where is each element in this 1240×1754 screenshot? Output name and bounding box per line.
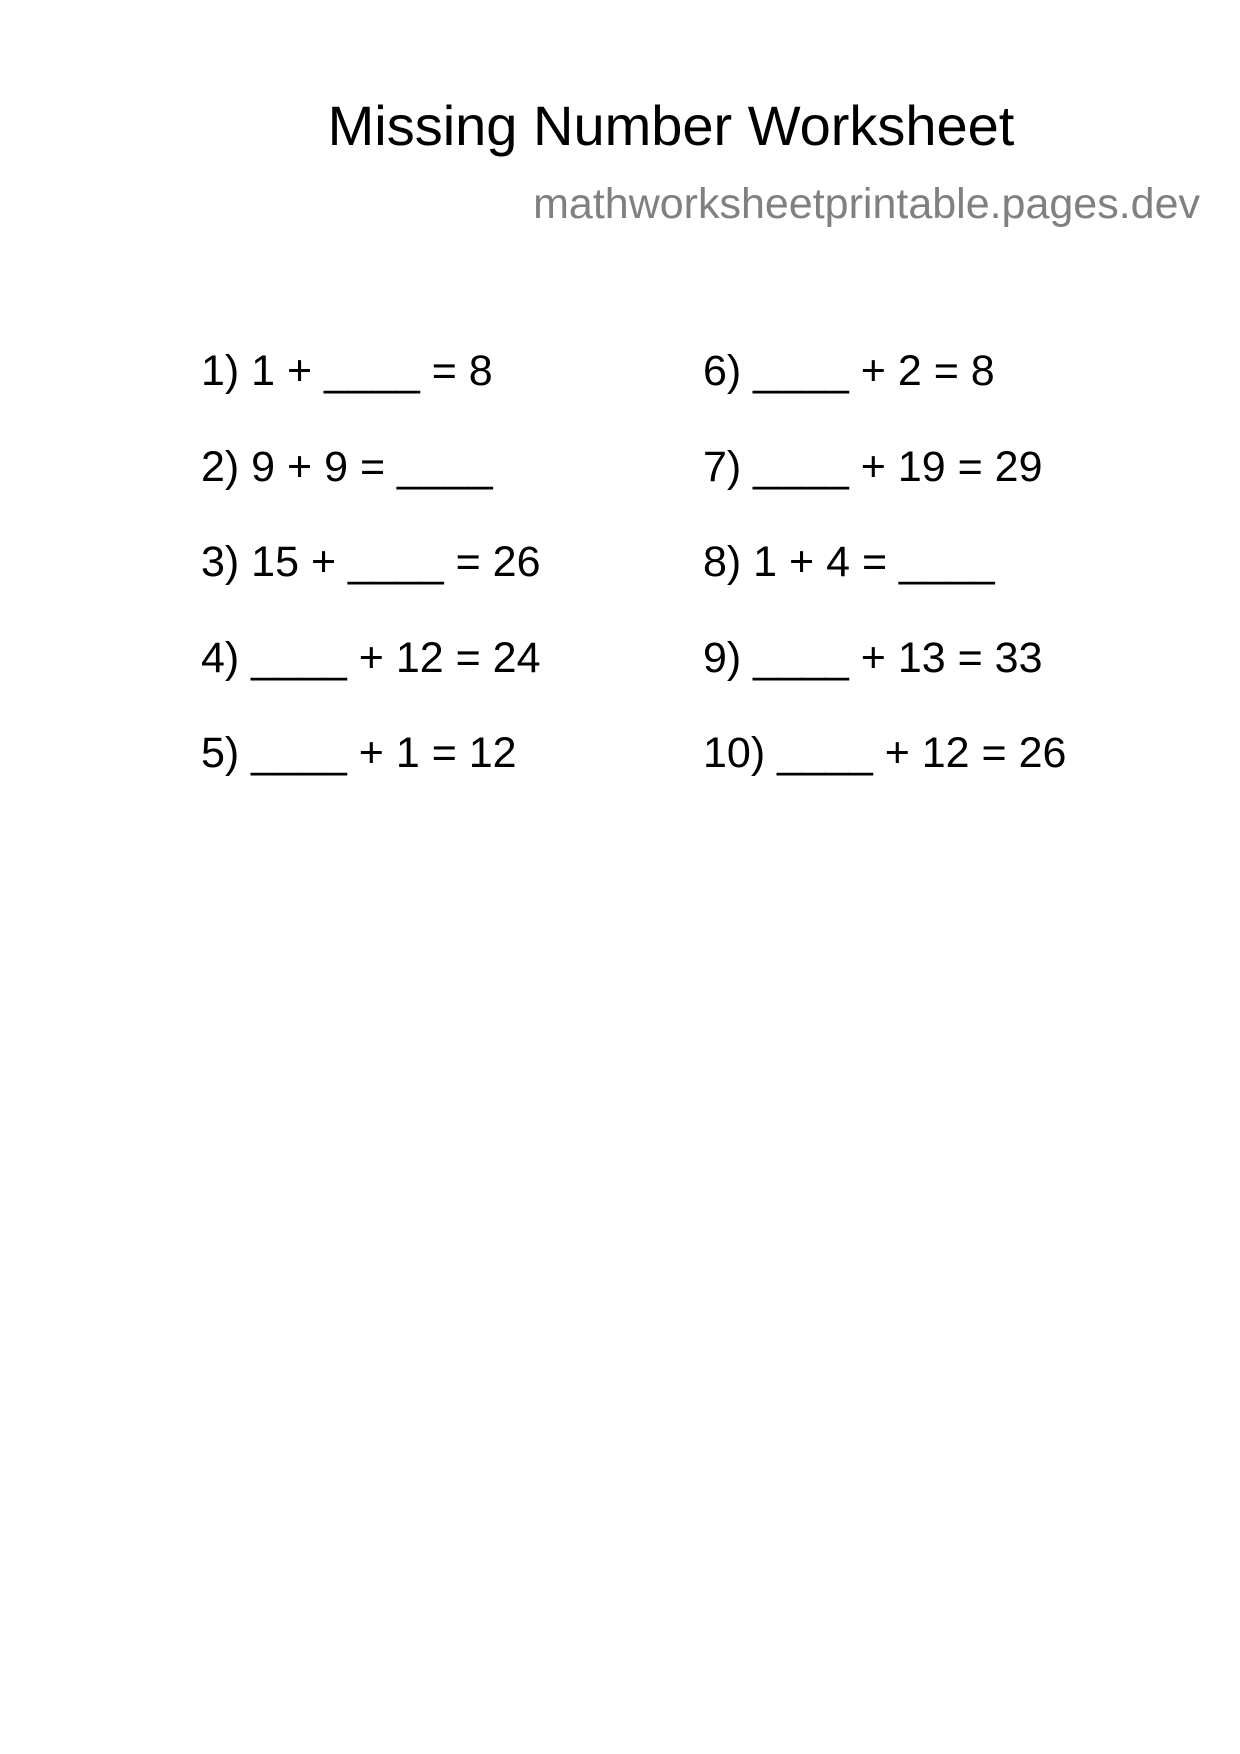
problem-6: 6) ____ + 2 = 8 xyxy=(703,347,995,395)
site-url: mathworksheetprintable.pages.dev xyxy=(533,180,1200,228)
problem-4: 4) ____ + 12 = 24 xyxy=(201,633,541,682)
problem-column-right xyxy=(703,347,1067,828)
problem-5: 5) ____ + 1 = 12 xyxy=(201,729,517,777)
problem-9: 9) ____ + 13 = 33 xyxy=(703,633,1043,682)
page-title: Missing Number Worksheet xyxy=(327,94,1015,157)
problem-column-left xyxy=(201,347,541,828)
problem-2: 2) 9 + 9 = ____ xyxy=(201,442,493,491)
problem-10: 10) ____ + 12 = 26 xyxy=(703,729,1067,777)
problem-3: 3) 15 + ____ = 26 xyxy=(201,538,541,586)
problem-8: 8) 1 + 4 = ____ xyxy=(703,538,995,586)
problem-1: 1) 1 + ____ = 8 xyxy=(201,347,493,395)
problem-7: 7) ____ + 19 = 29 xyxy=(703,442,1043,491)
